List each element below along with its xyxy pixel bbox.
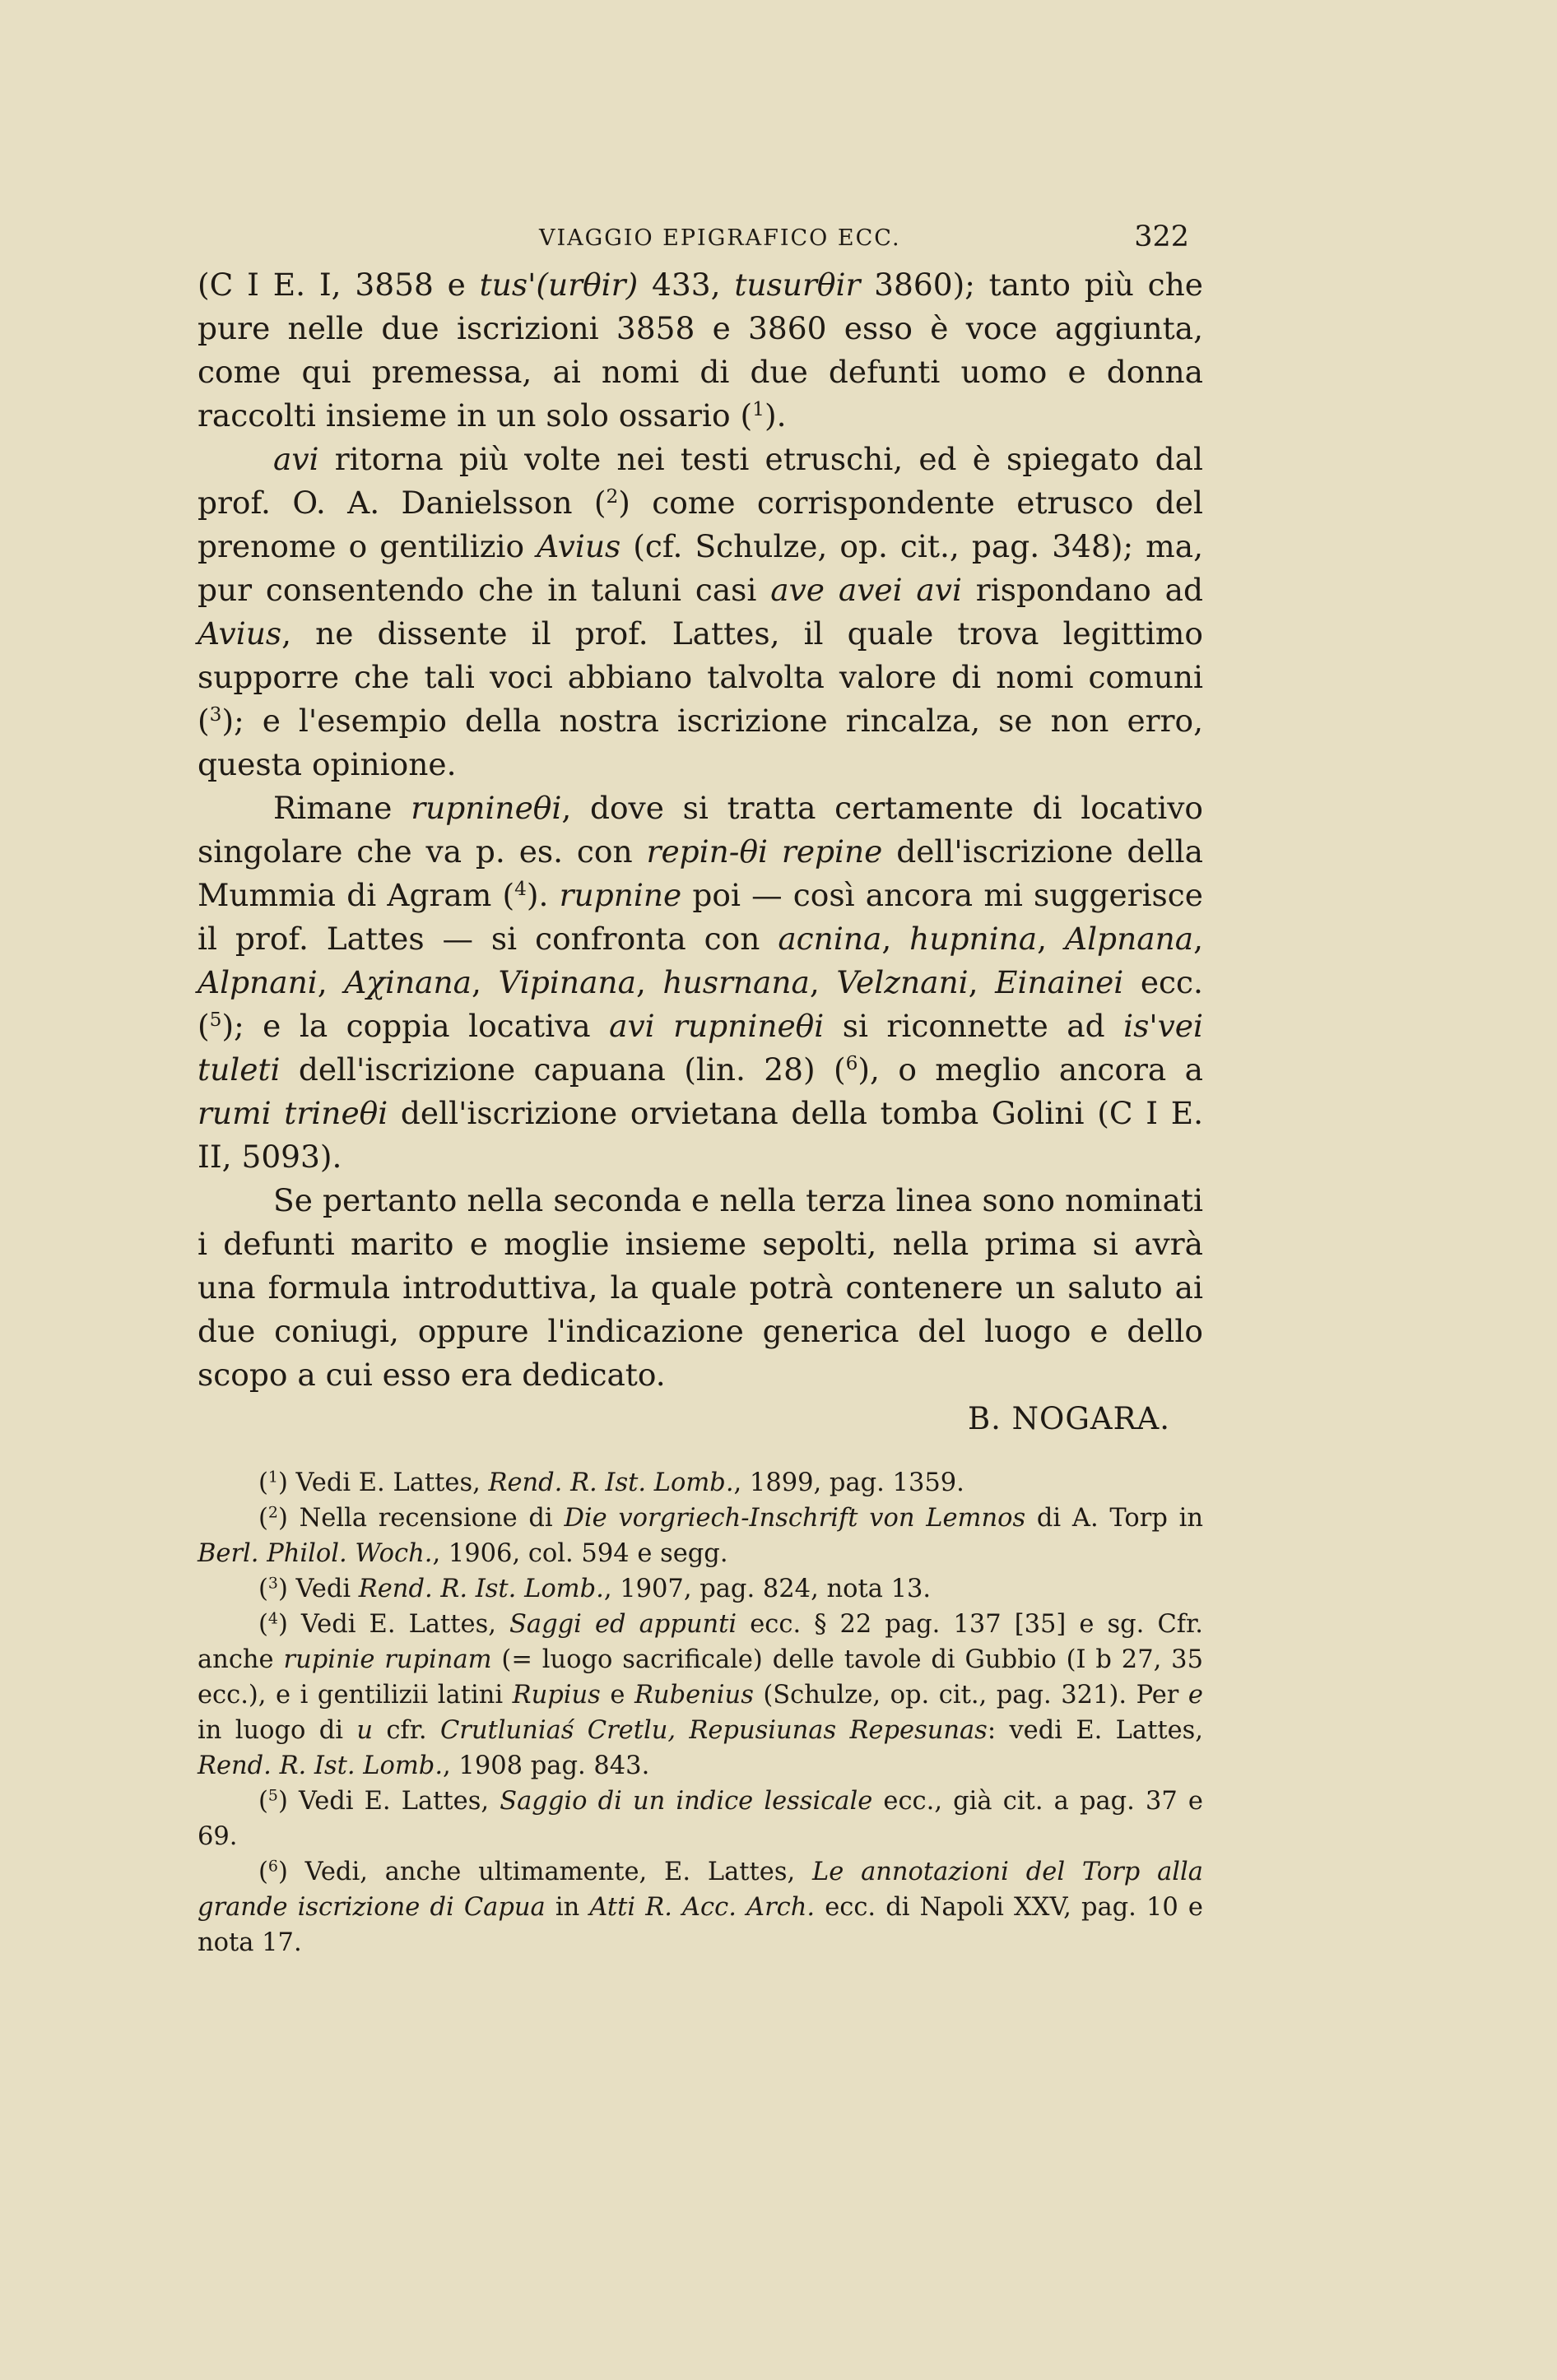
paragraph-2: avi ritorna più volte nei testi etruschi, ed è spiegato dal prof. O. A. Danielsson ($^2$) come corrispondente etrusco del prenome o gentilizio Avius (cf. Schulze, op. cit., pag. 348); ma, pur consentendo che in taluni casi ave avei avi rispondano ad Avius, ne dissente il prof. Lattes, il quale trova legittimo supporre che tali voci abbiano talvolta valore di nomi comuni ($^3$); e l'esempio della nostra iscrizione rincalza, se non erro, questa opinione.: [198, 441, 1203, 782]
footnote-2: ($^2$) Nella recensione di Die vorgriech-Inschrift von Lemnos di A. Torp in Berl. Philol. Woch., 1906, col. 594 e segg.: [198, 1503, 1203, 1568]
footnote-ref: 3: [209, 703, 222, 726]
paragraph-1: (C I E. I, 3858 e tus'(urθir) 433, tusurθir 3860); tanto più che pure nelle due iscrizioni 3858 e 3860 esso è voce aggiunta, come qui premessa, ai nomi di due defunti uomo e donna raccolti insieme in un solo ossario ($^1$).: [198, 267, 1204, 434]
running-header: [198, 220, 1189, 262]
footnote-1: ($^1$) Vedi E. Lattes, Rend. R. Ist. Lomb., 1899, pag. 1359.: [258, 1468, 964, 1497]
paragraph-3: Rimane rupnineθi, dove si tratta certamente di locativo singolare che va p. es. con repin-θi repine dell'iscrizione della Mummia di Agram ($^4$). rupnine poi — così ancora mi suggerisce il prof. Lattes — si confronta con acnina, hupnina, Alpnana, Alpnani, Aχinana, Vipinana, husrnana, Velznani, Einainei ecc. ($^5$); e la coppia locativa avi rupnineθi si riconnette ad is'vei tuleti dell'iscrizione capuana (lin. 28) ($^6$), o meglio ancora a rumi trineθi dell'iscrizione orvietana della tomba Golini (C I E. II, 5093).: [198, 790, 1204, 1175]
footnote-3: ($^3$) Vedi Rend. R. Ist. Lomb., 1907, pag. 824, nota 13.: [258, 1574, 932, 1603]
main-text: [198, 263, 1203, 1960]
page-number: 322: [1134, 220, 1189, 253]
author-signature: B. NOGARA.: [967, 1401, 1170, 1436]
running-title: VIAGGIO EPIGRAFICO ECC.: [539, 225, 901, 251]
footnote-5: ($^5$) Vedi E. Lattes, Saggio di un indice lessicale ecc., già cit. a pag. 37 e 69.: [198, 1786, 1203, 1851]
footnote-ref: 1: [752, 398, 765, 421]
footnote-ref: 5: [209, 1009, 222, 1032]
footnote-6: ($^6$) Vedi, anche ultimamente, E. Lattes, Le annotazioni del Torp alla grande iscrizione di Capua in Atti R. Acc. Arch. ecc. di Napoli XXV, pag. 10 e nota 17.: [198, 1857, 1203, 1957]
paragraph-4: Se pertanto nella seconda e nella terza linea sono nominati i defunti marito e moglie insieme sepolti, nella prima si avrà una formula introduttiva, la quale potrà contenere un saluto ai due coniugi, oppure l'indicazione generica del luogo e dello scopo a cui esso era dedicato.: [198, 1182, 1203, 1393]
footnote-ref: 2: [606, 485, 619, 508]
footnote-ref: 6: [845, 1052, 858, 1075]
footnote-ref: 4: [514, 878, 527, 901]
footnote-4: ($^4$) Vedi E. Lattes, Saggi ed appunti ecc. § 22 pag. 137 [35] e sg. Cfr. anche rupinie rupinam (= luogo sacrificale) delle tavole di Gubbio (I b 27, 35 ecc.), e i gentilizii latini Rupius e Rubenius (Schulze, op. cit., pag. 321). Per e in luogo di u cfr. Crutluniaś Cretlu, Repusiunas Repesunas: vedi E. Lattes, Rend. R. Ist. Lomb., 1908 pag. 843.: [198, 1609, 1203, 1780]
footnotes: [198, 1465, 1203, 1960]
